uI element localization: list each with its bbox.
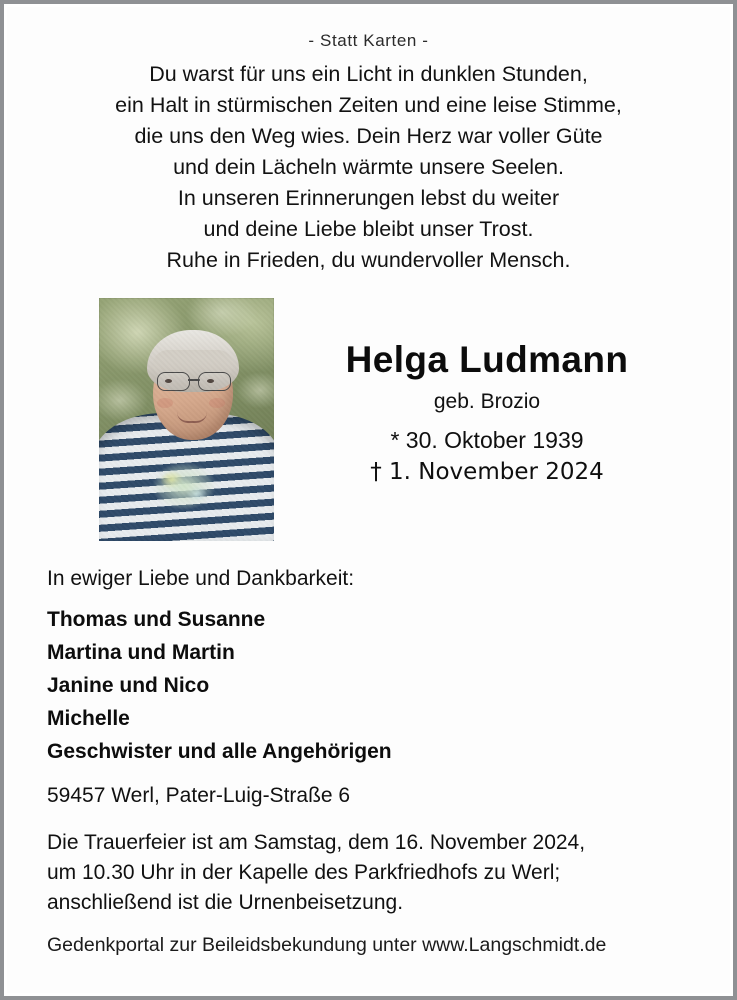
verse-line: In unseren Erinnerungen lebst du weiter bbox=[177, 186, 560, 210]
condolence-portal-note: Gedenkportal zur Beileidsbekundung unter www.Langschmidt.de bbox=[47, 934, 607, 956]
mourner-name: Martina und Martin bbox=[47, 641, 235, 664]
cheek-left bbox=[157, 398, 173, 408]
address: 59457 Werl, Pater-Luig-Straße 6 bbox=[47, 784, 351, 807]
mourners-section bbox=[41, 567, 696, 957]
portrait-photo bbox=[99, 298, 274, 541]
shirt-print bbox=[145, 455, 223, 517]
memorial-verse bbox=[41, 59, 696, 276]
verse-line: ein Halt in stürmischen Zeiten und eine leise Stimme, bbox=[115, 93, 622, 117]
birth-date: * 30. Oktober 1939 bbox=[390, 427, 584, 453]
funeral-details bbox=[47, 828, 696, 918]
deceased-name: Helga Ludmann bbox=[345, 339, 629, 380]
statt-karten-note: - Statt Karten - bbox=[308, 31, 429, 50]
mourner-name: Michelle bbox=[47, 707, 130, 730]
funeral-line: um 10.30 Uhr in der Kapelle des Parkfriedhofs zu Werl; bbox=[47, 861, 561, 884]
death-date: † 1. November 2024 bbox=[370, 459, 604, 485]
mourners-intro: In ewiger Liebe und Dankbarkeit: bbox=[47, 567, 355, 590]
portrait-and-name-row bbox=[41, 298, 696, 541]
life-dates bbox=[278, 424, 696, 488]
verse-line: und deine Liebe bleibt unser Trost. bbox=[203, 217, 534, 241]
glasses-lens-right bbox=[198, 372, 231, 391]
mourners-list bbox=[47, 603, 696, 768]
glasses-lens-left bbox=[157, 372, 190, 391]
verse-line: Du warst für uns ein Licht in dunklen Stunden, bbox=[149, 62, 588, 86]
verse-line: Ruhe in Frieden, du wundervoller Mensch. bbox=[166, 248, 571, 272]
portrait-wrapper bbox=[99, 298, 274, 541]
glasses-icon bbox=[155, 372, 233, 390]
verse-line: die uns den Weg wies. Dein Herz war voller Güte bbox=[134, 124, 603, 148]
mourner-name: Thomas und Susanne bbox=[47, 608, 266, 631]
funeral-line: Die Trauerfeier ist am Samstag, dem 16. November 2024, bbox=[47, 831, 586, 854]
notice-inner-frame bbox=[4, 4, 733, 996]
cheek-right bbox=[209, 398, 225, 408]
verse-line: und dein Lächeln wärmte unsere Seelen. bbox=[173, 155, 564, 179]
maiden-name: geb. Brozio bbox=[433, 390, 541, 413]
mourner-name: Geschwister und alle Angehörigen bbox=[47, 740, 392, 763]
name-block bbox=[274, 298, 696, 488]
mourner-name: Janine und Nico bbox=[47, 674, 210, 697]
funeral-line: anschließend ist die Urnenbeisetzung. bbox=[47, 891, 404, 914]
